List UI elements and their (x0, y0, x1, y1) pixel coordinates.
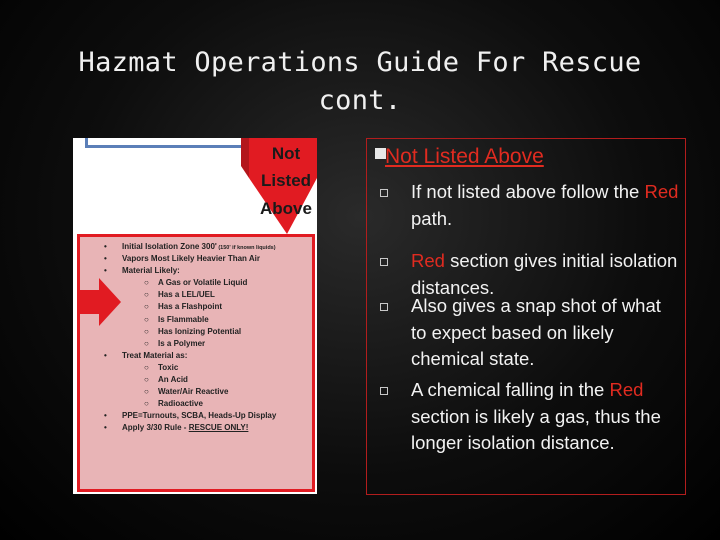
image-list-text (158, 301, 222, 313)
slide-title-line2: cont. (318, 85, 402, 116)
image-list-text (158, 338, 205, 350)
hollow-square-bullet-icon (380, 189, 388, 197)
image-list-text-main: Is a Polymer (158, 338, 206, 348)
image-list-text (158, 314, 209, 326)
red-keyword: Red (644, 181, 679, 202)
image-list-text (158, 289, 215, 301)
arrow-label-not: Not (271, 144, 301, 163)
circle-bullet-icon: ○ (144, 326, 149, 336)
image-list-item (80, 350, 316, 362)
circle-bullet-icon: ○ (144, 290, 149, 300)
image-list-text (158, 362, 178, 374)
circle-bullet-icon: ○ (144, 399, 149, 409)
image-list-emphasis: RESCUE ONLY! (188, 423, 249, 433)
content-bullet-item (411, 293, 681, 373)
image-list-item (80, 338, 316, 350)
arrow-label-above: Above (260, 199, 312, 218)
bullet-text: section gives initial isolation distances. (411, 250, 678, 298)
content-box (366, 138, 686, 495)
dot-bullet-icon: • (104, 242, 107, 251)
red-section-list (80, 241, 316, 435)
image-list-text-main: A Gas or Volatile Liquid (158, 278, 248, 288)
slide-title (40, 44, 680, 120)
image-list-text-main: Water/Air Reactive (158, 387, 229, 397)
red-keyword: Red (411, 250, 445, 271)
bullet-text: path. (411, 207, 453, 229)
content-bullet-item (411, 377, 681, 457)
image-list-text-main: Has a LEL/UEL (158, 290, 215, 300)
image-list-text-main: Vapors Most Likely Heavier Than Air (122, 254, 260, 264)
dot-bullet-icon: • (104, 423, 107, 433)
image-list-text-main: Apply 3/30 Rule - (122, 423, 189, 433)
image-list-text-main: Toxic (158, 362, 179, 372)
pointer-arrow-icon (77, 278, 121, 326)
image-list-text-main: Radioactive (158, 399, 203, 409)
circle-bullet-icon: ○ (144, 375, 149, 385)
circle-bullet-icon: ○ (144, 302, 149, 312)
circle-bullet-icon: ○ (144, 338, 149, 348)
image-list-text-main: Treat Material as: (122, 350, 188, 360)
image-list-text (158, 374, 188, 386)
circle-bullet-icon: ○ (144, 387, 149, 397)
image-list-text-main: PPE=Turnouts, SCBA, Heads-Up Display (122, 411, 277, 421)
image-list-item (80, 422, 316, 434)
content-heading: Not Listed Above (385, 145, 544, 168)
hollow-square-bullet-icon (380, 303, 388, 311)
bullet-text: section is likely a gas, thus the longer isolation distance. (411, 405, 661, 453)
slide-title-line1: Hazmat Operations Guide For Rescue (78, 47, 642, 78)
image-list-text (122, 410, 276, 422)
image-list-item (80, 362, 316, 374)
image-list-item (80, 241, 316, 253)
image-list-item (80, 265, 316, 277)
image-list-text-main: Has Ionizing Potential (158, 326, 242, 336)
bullet-text: A chemical falling in the (411, 379, 610, 400)
dot-bullet-icon: • (104, 411, 107, 421)
image-list-item (80, 398, 316, 410)
image-list-text (158, 326, 241, 338)
image-list-text (158, 386, 228, 398)
image-list-text (158, 398, 203, 410)
image-list-text-main: An Acid (158, 375, 188, 385)
image-list-text-main: Has a Flashpoint (158, 302, 223, 312)
image-list-text (122, 265, 180, 277)
circle-bullet-icon: ○ (144, 278, 149, 288)
content-bullet-item (411, 179, 681, 232)
image-list-text-main: Material Likely: (122, 266, 180, 276)
red-section-box (77, 234, 315, 492)
image-list-item (80, 386, 316, 398)
image-list-item (80, 374, 316, 386)
dot-bullet-icon: • (104, 266, 107, 276)
bullet-text: Also gives a snap shot of what to expect based on likely chemical state. (411, 295, 661, 369)
image-list-text-main: Is Flammable (158, 314, 209, 324)
circle-bullet-icon: ○ (144, 314, 149, 324)
hollow-square-bullet-icon (380, 258, 388, 266)
image-list-text (122, 253, 260, 265)
image-list-text (158, 277, 247, 289)
circle-bullet-icon: ○ (144, 362, 149, 372)
red-keyword: Red (609, 379, 644, 400)
image-list-text (122, 422, 248, 434)
image-list-item (80, 253, 316, 265)
guide-image (73, 138, 317, 494)
image-list-text-main: Initial Isolation Zone 300' (122, 242, 217, 251)
image-list-note: (150' if known liquids) (216, 245, 276, 251)
dot-bullet-icon: • (104, 254, 107, 264)
arrow-label-listed: Listed (260, 171, 312, 190)
image-list-item (80, 410, 316, 422)
image-list-item (80, 326, 316, 338)
image-list-text (122, 350, 187, 362)
bullet-text: If not listed above follow the (411, 181, 645, 202)
hollow-square-bullet-icon (380, 387, 388, 395)
dot-bullet-icon: • (104, 350, 107, 360)
